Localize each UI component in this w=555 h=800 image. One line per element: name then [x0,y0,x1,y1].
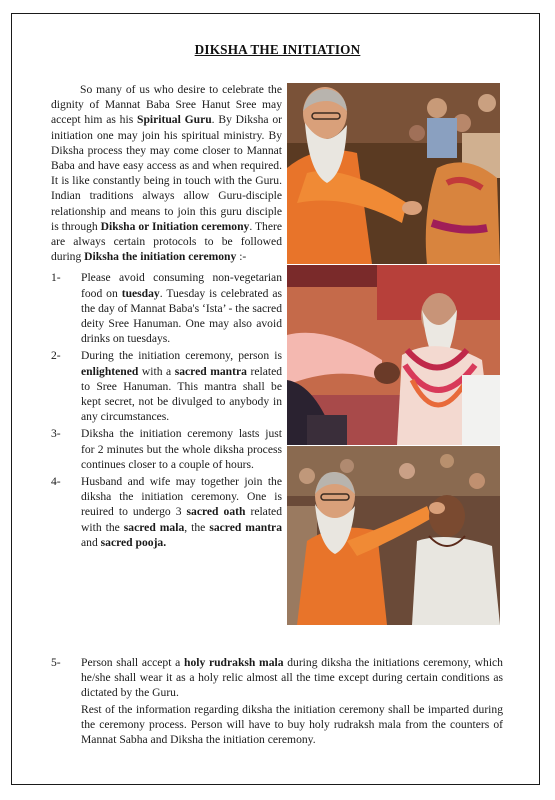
photo-guru-blessing [287,83,500,264]
intro-paragraph: So many of us who desire to celebrate the dignity of Mannat Baba Sree Hanut Sree may accept him as his Spiritual Guru. By Diksha or initiation one may join his spiritual ministry. By Diksha process they may come closer to Mannat Baba and have easy access as and when required. It is like constantly being in touch with the Guru. Indian traditions always allow Guru-disciple relationship and means to join this guru disciple is through Diksha or Initiation ceremony. There are always certain protocols to be followed during Diksha the initiation ceremony :- [51,83,282,264]
list-item: 5- Person shall accept a holy rudraksh mala during diksha the initiations ceremony, which he/she shall wear it as a holy relic almost all the time except during certain conditions as dictated by the Guru. [51,656,503,700]
list-number: 1- [51,271,61,285]
left-text-column [51,82,282,550]
list-number: 4- [51,475,61,489]
photo-devotee-bowing [287,265,500,445]
photo-guru-giving-mala [287,446,500,625]
list-item: 1- Please avoid consuming non-vegetarian food on tuesday. Tuesday is celebrated as the day of Mannat Baba's ‘Ista’ - the sacred deity Sree Hanuman. One may also avoid drinks on tuesdays. [51,271,282,346]
closing-paragraph: Rest of the information regarding diksha the initiation ceremony shall be imparted during the ceremony process. Person will have to buy holy rudraksh mala from the counters of Mannat Sabha and Diksha the initiation ceremony. [81,702,503,747]
page-title: DIKSHA THE INITIATION [194,42,361,57]
protocol-list [51,270,282,550]
list-number: 2- [51,349,61,363]
list-number: 5- [51,656,61,669]
list-item: 4- Husband and wife may together join the diksha the initiation ceremony. One is reuired to undergo 3 sacred oath related with the sacred mala, the sacred mantra and sacred pooja. [51,475,283,549]
list-number: 3- [51,427,61,441]
bottom-text [51,655,503,747]
list-item: 3- Diksha the initiation ceremony lasts just for 2 minutes but the whole diksha process continues closer to a couple of hours. [51,427,282,471]
list-item: 2- During the initiation ceremony, person is enlightened with a sacred mantra related to Sree Hanuman. This mantra shall be kept secret, not be divulged to anybody in any circumstances. [51,349,283,424]
